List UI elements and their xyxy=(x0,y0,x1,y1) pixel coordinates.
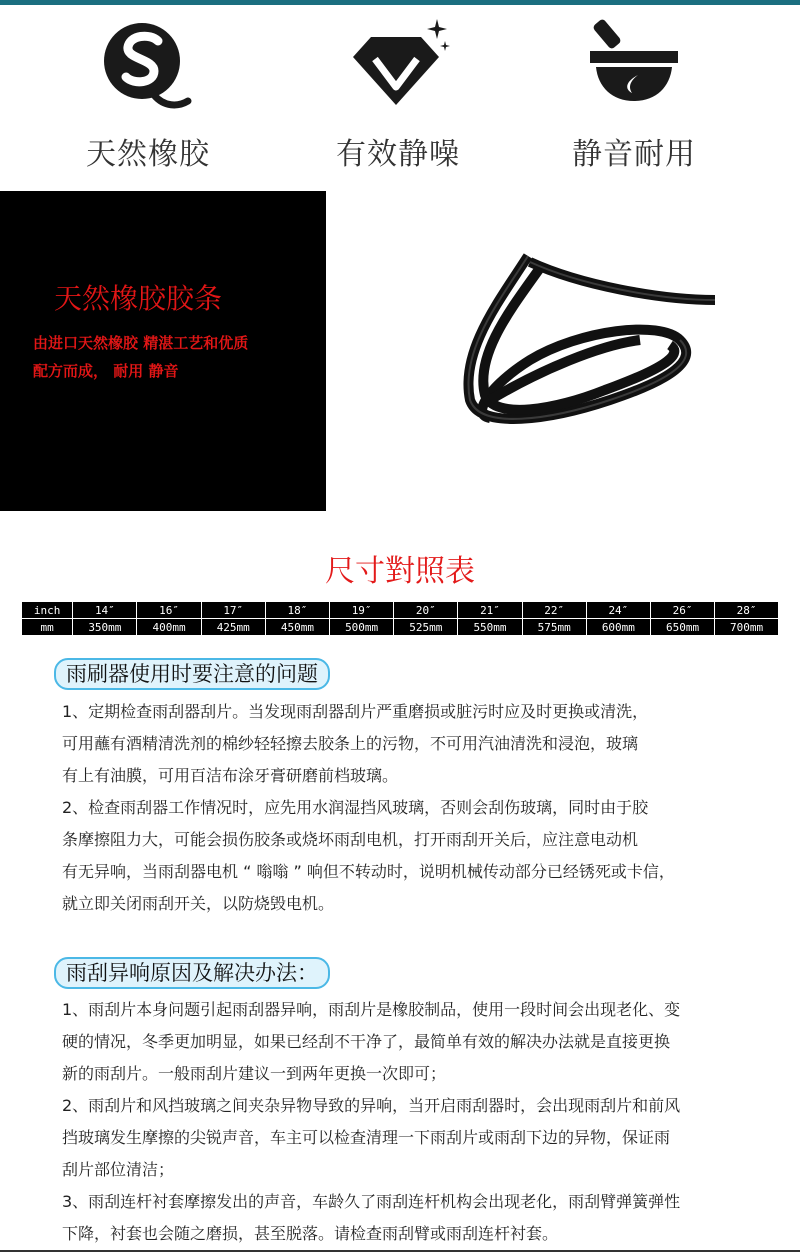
feature-natural-rubber xyxy=(48,15,248,173)
mm-row xyxy=(22,619,778,636)
feature-label: 有效静噪 xyxy=(336,137,460,172)
table-cell: 26″ xyxy=(650,602,714,619)
text-line: 2、雨刮片和风挡玻璃之间夹杂异物导致的异响，当开启雨刮器时，会出现雨刮片和前风 xyxy=(62,1096,681,1115)
text-line: 有无异响，当雨刮器电机 “ 嗡嗡 ” 响但不转动时，说明机械传动部分已经锈死或卡信， xyxy=(62,862,675,881)
table-cell: 14″ xyxy=(73,602,137,619)
table-cell: 350mm xyxy=(73,619,137,636)
table-cell: 450mm xyxy=(265,619,329,636)
table-cell: 600mm xyxy=(586,619,650,636)
table-cell: 525mm xyxy=(394,619,458,636)
feature-label: 天然橡胶 xyxy=(86,137,210,172)
text-line: 刮片部位清洁； xyxy=(62,1160,175,1179)
section-heading-usage-notes: 雨刷器使用时要注意的问题 xyxy=(54,658,330,690)
banner-title: 天然橡胶胶条 xyxy=(54,282,223,315)
inch-row xyxy=(22,602,778,619)
rubber-banner xyxy=(0,191,326,511)
usage-notes-text xyxy=(62,696,782,920)
table-cell: 24″ xyxy=(586,602,650,619)
text-line: 2、检查雨刮器工作情况时，应先用水润湿挡风玻璃，否则会刮伤玻璃，同时由于胶 xyxy=(62,798,649,817)
text-line: 1、雨刮片本身问题引起雨刮器异响，雨刮片是橡胶制品，使用一段时间会出现老化、变 xyxy=(62,1000,681,1019)
table-cell: 425mm xyxy=(201,619,265,636)
table-cell: 19″ xyxy=(330,602,394,619)
table-cell: 28″ xyxy=(715,602,778,619)
table-cell: 17″ xyxy=(201,602,265,619)
qs-quality-icon xyxy=(98,15,198,115)
text-line: 1、定期检查雨刮器刮片。当发现雨刮器刮片严重磨损或脏污时应及时更换或清洗， xyxy=(62,702,649,721)
text-line: 下降，衬套也会随之磨损，甚至脱落。请检查雨刮臂或雨刮连杆衬套。 xyxy=(62,1224,559,1243)
table-cell: 16″ xyxy=(137,602,201,619)
text-line: 挡玻璃发生摩擦的尖锐声音，车主可以检查清理一下雨刮片或雨刮下边的异物，保证雨 xyxy=(62,1128,671,1147)
noise-causes-text xyxy=(62,994,782,1250)
feature-noise-reduction xyxy=(298,15,498,173)
table-cell: 400mm xyxy=(137,619,201,636)
table-cell: mm xyxy=(40,620,54,634)
top-accent-bar xyxy=(0,0,800,5)
table-cell: inch xyxy=(22,602,73,619)
table-cell: 18″ xyxy=(265,602,329,619)
table-cell: 575mm xyxy=(522,619,586,636)
text-line: 就立即关闭雨刮开关，以防烧毁电机。 xyxy=(62,894,335,913)
section-heading-noise-causes: 雨刮异响原因及解决办法： xyxy=(54,957,330,989)
feature-label: 静音耐用 xyxy=(572,137,696,172)
text-line: 3、雨刮连杆衬套摩擦发出的声音，车龄久了雨刮连杆机构会出现老化，雨刮臂弹簧弹性 xyxy=(62,1192,681,1211)
size-table xyxy=(22,602,778,635)
text-line: 新的雨刮片。一般雨刮片建议一到两年更换一次即可； xyxy=(62,1064,447,1083)
table-cell: 550mm xyxy=(458,619,522,636)
size-table-title: 尺寸對照表 xyxy=(325,554,475,589)
text-line: 硬的情况，冬季更加明显，如果已经刮不干净了，最简单有效的解决办法就是直接更换 xyxy=(62,1032,671,1051)
table-cell: 20″ xyxy=(394,602,458,619)
table-cell: 650mm xyxy=(650,619,714,636)
text-line: 可用蘸有酒精清洗剂的棉纱轻轻擦去胶条上的污物，不可用汽油清洗和浸泡，玻璃 xyxy=(62,734,639,753)
rubber-strip-image xyxy=(430,240,740,440)
text-line: 条摩擦阻力大，可能会损伤胶条或烧坏雨刮电机，打开雨刮开关后，应注意电动机 xyxy=(62,830,639,849)
diamond-icon xyxy=(343,15,453,115)
banner-description: 由进口天然橡胶 精湛工艺和优质 配方而成， 耐用 静音 xyxy=(33,334,249,380)
table-cell: 21″ xyxy=(458,602,522,619)
table-cell: 22″ xyxy=(522,602,586,619)
text-line: 有上有油膜，可用百洁布涂牙膏研磨前档玻璃。 xyxy=(62,766,399,785)
feature-silent-durable xyxy=(534,15,734,173)
bottom-divider xyxy=(0,1250,800,1252)
table-cell: 700mm xyxy=(715,619,778,636)
mortar-pestle-icon xyxy=(584,15,684,115)
table-cell: 500mm xyxy=(330,619,394,636)
